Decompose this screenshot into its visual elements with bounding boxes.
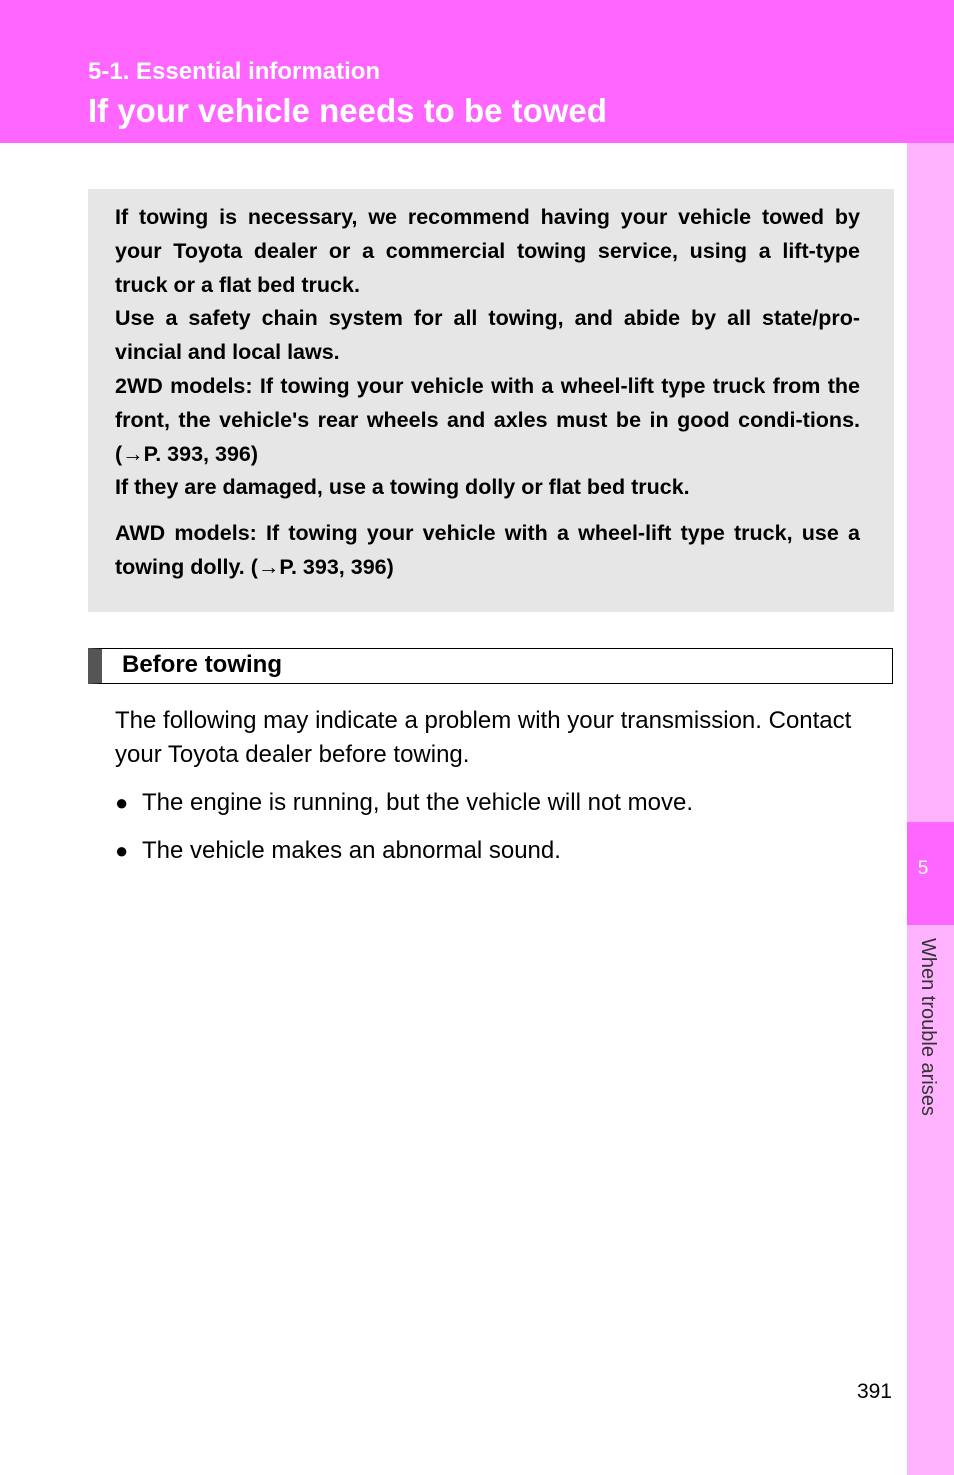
- intro-paragraph: If towing is necessary, we recommend having your vehicle towed by your Toyota dealer or a commercial towing service, using a lift-type truck or a flat bed truck.: [115, 205, 860, 297]
- page-number: 391: [856, 1380, 892, 1403]
- bullet-icon: ●: [115, 790, 129, 815]
- list-item: [115, 786, 693, 820]
- intro-paragraph: AWD models: If towing your vehicle with a wheel-lift type truck, use a towing dolly. (→P. 393, 396): [115, 521, 860, 579]
- intro-paragraph: If they are damaged, use a towing dolly or flat bed truck.: [115, 475, 690, 500]
- page-header: [0, 0, 954, 143]
- list-item-text: The engine is running, but the vehicle will not move.: [142, 789, 693, 816]
- chapter-number: 5: [917, 858, 929, 879]
- section-heading-bar: [88, 648, 893, 684]
- intro-box: [88, 189, 894, 612]
- section-label: 5-1. Essential information: [88, 58, 381, 85]
- section-heading: Before towing: [122, 651, 282, 678]
- list-item-text: The vehicle makes an abnormal sound.: [142, 837, 561, 864]
- list-item: [115, 834, 561, 868]
- bullet-icon: ●: [115, 838, 129, 863]
- page-title: If your vehicle needs to be towed: [88, 92, 607, 129]
- body-paragraph: The following may indicate a problem with your transmission. Contact your Toyota dealer before towing.: [115, 707, 852, 768]
- intro-paragraph: Use a safety chain system for all towing, and abide by all state/pro-vincial and local laws.: [115, 306, 860, 365]
- intro-paragraph: 2WD models: If towing your vehicle with a wheel-lift type truck from the front, the vehicle's rear wheels and axles must be in good condi-tions. (→P. 393, 396): [115, 373, 860, 466]
- chapter-title: When trouble arises: [917, 938, 939, 1116]
- side-strip: [907, 143, 954, 1475]
